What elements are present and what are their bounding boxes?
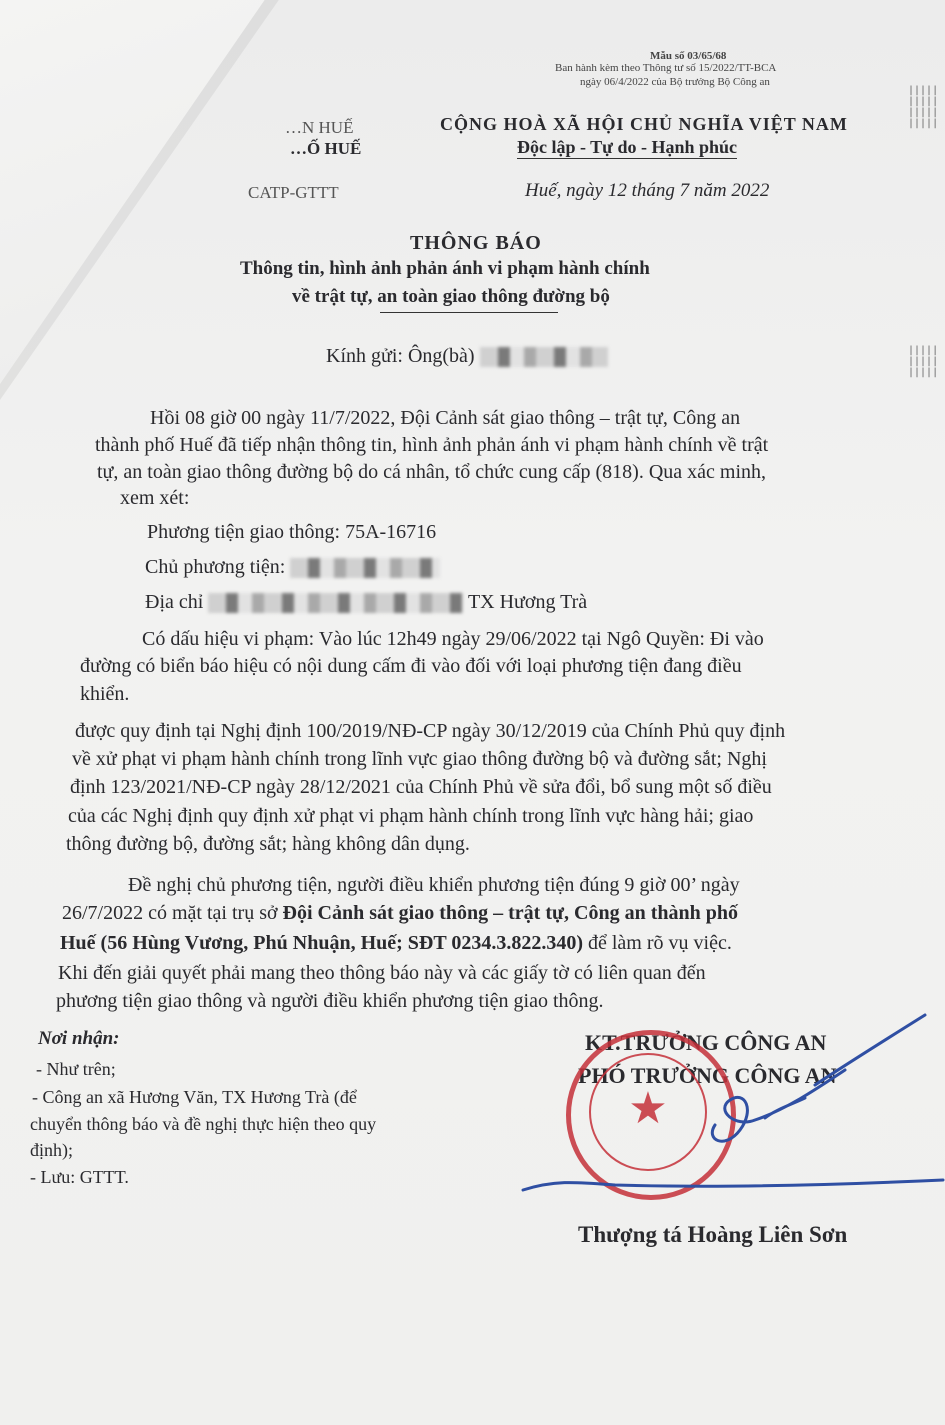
form-date: ngày 06/4/2022 của Bộ trưởng Bộ Công an: [580, 76, 770, 88]
request-line3-bold: Huế (56 Hùng Vương, Phú Nhuận, Huế; SĐT 0234.3.822.340): [60, 932, 583, 954]
recipients-heading: Nơi nhận:: [38, 1028, 120, 1049]
legal-line4: của các Nghị định quy định xử phạt vi phạm hành chính trong lĩnh vực hàng hải; giao: [68, 805, 754, 827]
issuer-line1: …N HUẾ: [285, 118, 354, 137]
binder-marks-middle: ||||| ||||| |||||: [908, 345, 939, 378]
signature-title-1: KT.TRƯỞNG CÔNG AN: [585, 1030, 827, 1055]
paragraph1-line4: xem xét:: [120, 487, 190, 509]
date-line: Huế, ngày 12 tháng 7 năm 2022: [525, 180, 770, 201]
redacted-owner-name: [290, 558, 440, 578]
request-line5: phương tiện giao thông và người điều khiển phương tiện giao thông.: [56, 990, 604, 1012]
signatory-name: Thượng tá Hoàng Liên Sơn: [578, 1222, 848, 1247]
request-line2-bold: Đội Cảnh sát giao thông – trật tự, Công an thành phố: [282, 902, 738, 924]
recipients-item-5: - Lưu: GTTT.: [30, 1167, 129, 1187]
recipients-item-1: - Như trên;: [36, 1059, 116, 1079]
address-label: Địa chỉ: [145, 591, 204, 613]
form-circular: Ban hành kèm theo Thông tư số 15/2022/TT-BCA: [555, 62, 777, 74]
title-underline: [380, 312, 558, 313]
form-number: Mẫu số 03/65/68: [650, 50, 727, 62]
recipients-item-4: định);: [30, 1140, 73, 1160]
request-line3-text: để làm rõ vụ việc.: [583, 932, 732, 954]
violation-line3: khiển.: [80, 683, 130, 705]
vehicle-plate: Phương tiện giao thông: 75A-16716: [147, 521, 437, 543]
signature-title-2: PHÓ TRƯỞNG CÔNG AN: [578, 1063, 837, 1088]
issuer-code: CATP-GTTT: [248, 183, 339, 202]
issuer-line2: …Ố HUẾ: [290, 139, 362, 158]
request-line2-text: 26/7/2022 có mặt tại trụ sở: [62, 902, 283, 924]
recipient-label: Kính gửi: Ông(bà): [326, 345, 475, 367]
paragraph1-line1: Hồi 08 giờ 00 ngày 11/7/2022, Đội Cảnh sát giao thông – trật tự, Công an: [150, 407, 741, 429]
redacted-address: [208, 593, 463, 613]
national-title: CỘNG HOÀ XÃ HỘI CHỦ NGHĨA VIỆT NAM: [440, 114, 848, 134]
recipients-item-3: chuyển thông báo và đề nghị thực hiện theo quy: [30, 1114, 377, 1134]
paragraph1-line3: tự, an toàn giao thông đường bộ do cá nhân, tổ chức cung cấp (818). Qua xác minh,: [97, 461, 767, 483]
redacted-recipient-name: [480, 347, 608, 367]
paragraph1-line2: thành phố Huế đã tiếp nhận thông tin, hình ảnh phản ánh vi phạm hành chính về trật: [95, 434, 769, 456]
notice-subtitle-2: về trật tự, an toàn giao thông đường bộ: [292, 286, 610, 307]
request-line4: Khi đến giải quyết phải mang theo thông báo này và các giấy tờ có liên quan đến: [58, 962, 706, 984]
violation-line1: Có dấu hiệu vi phạm: Vào lúc 12h49 ngày 29/06/2022 tại Ngô Quyền: Đi vào: [142, 628, 764, 650]
request-line2: [62, 899, 738, 928]
owner-line: [145, 553, 440, 582]
legal-line3: định 123/2021/NĐ-CP ngày 28/12/2021 của Chính Phủ về sửa đổi, bổ sung một số điều: [70, 776, 772, 798]
request-line3: [60, 929, 732, 958]
seal-star-icon: ★: [628, 1083, 668, 1134]
legal-line5: thông đường bộ, đường sắt; hàng không dân dụng.: [66, 833, 470, 855]
address-tail: TX Hương Trà: [467, 591, 588, 613]
binder-marks-top: ||||| ||||| ||||| |||||: [908, 85, 939, 129]
recipient-line: [326, 342, 608, 371]
owner-label: Chủ phương tiện:: [145, 556, 286, 578]
notice-title: THÔNG BÁO: [410, 232, 542, 254]
violation-line2: đường có biển báo hiệu có nội dung cấm đi vào đối với loại phương tiện đang điều: [80, 655, 742, 677]
recipients-item-2: - Công an xã Hương Văn, TX Hương Trà (để: [32, 1087, 357, 1107]
legal-line1: được quy định tại Nghị định 100/2019/NĐ-CP ngày 30/12/2019 của Chính Phủ quy định: [75, 720, 786, 742]
national-motto: Độc lập - Tự do - Hạnh phúc: [517, 137, 738, 157]
handwritten-signature: [515, 1010, 945, 1210]
legal-line2: về xử phạt vi phạm hành chính trong lĩnh vực giao thông đường bộ và đường sắt; Nghị: [72, 748, 767, 770]
notice-subtitle-1: Thông tin, hình ảnh phản ánh vi phạm hành chính: [240, 258, 650, 279]
request-line1: Đề nghị chủ phương tiện, người điều khiển phương tiện đúng 9 giờ 00’ ngày: [128, 874, 740, 896]
address-line: [145, 588, 587, 617]
